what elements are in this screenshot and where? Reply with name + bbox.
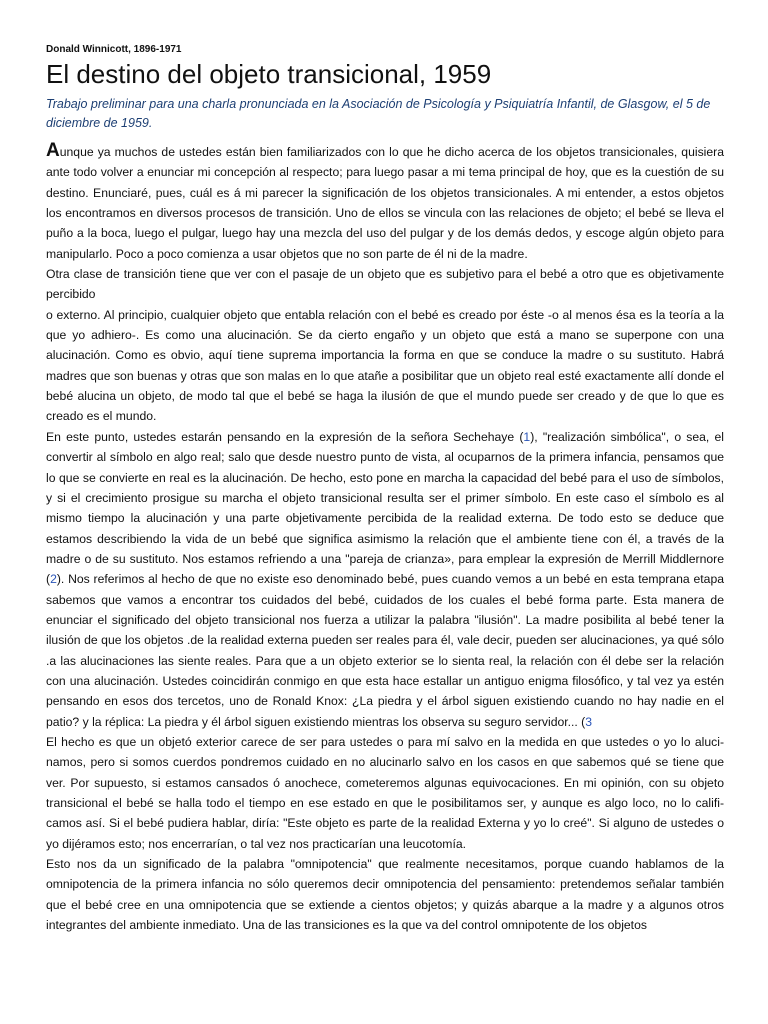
paragraph-text: En este punto, ustedes estarán pensando en la expresión de la señora Sechehaye ( [46,429,524,444]
paragraph: Esto nos da un significado de la palabra "omnipotencia" que realmente necesitamos, porque cuando hablamos de la omnipotencia de la primera infancia no sólo queremos decir omnipotencia del pensamiento: pretendemos señalar también que el bebé cree en una omnipotencia que se extiende a cientos objetos; y quizás abarque a la madre y a algunos otros integrantes del ambiente inmediato. Una de las transiciones es la que va del control omnipotente de los objetos [46,857,724,933]
paragraph-text: ), "realización simbólica", o sea, el convertir al símbolo en algo real; salo que desde nuestro punto de vista, al ocuparnos de la primera infancia, pensamos que lo que se convierte en real es la alucinación. De hecho, esto pone en marcha la capacidad del bebé para el uso de símbolos, y si el crecimiento prosigue su marcha el objeto transicional resulta ser el primer símbolo. En este caso el símbolo es al mismo tiempo la alucinación y una parte objetivamente percibida de la realidad externa. De todo esto se deduce que estamos describiendo la vida de un bebé que significa asimismo la relación que el ambiente tiene con él, a través de la madre o de su sustituto. Nos estamos refriendo a una "pareja de crianza», para emplear la expresión de Merrill Middlernore ( [46,429,724,587]
footnote-link-3[interactable]: 3 [585,714,593,729]
document-title: El destino del objeto transicional, 1959 [46,59,492,89]
paragraph: El hecho es que un objetó exterior carece de ser para ustedes o para mí salvo en la medida en que ustedes o yo lo alucinamos, pero si somos cuerdos pondremos cuidado en no alucinarlo salvo en los casos en que sabemos qué se tiene que ver. Por supuesto, si estamos cansados ó anochece, cometeremos algunas equivocaciones. En mi opinión, con su objeto transicional el bebé se halla todo el tiempo en ese estado en que le posibilitamos ser, y aunque es algo loco, no lo calificamos así. Si el bebé pudiera hablar, diría: "Este objeto es parte de la realidad Externa y yo lo creé". Si alguno de ustedes o yo dijéramos esto; nos encerrarían, o tal vez nos practicarían una leucotomía. [46,734,724,851]
document-subtitle: Trabajo preliminar para una charla pronunciada en la Asociación de Psicología y Psiquiatría Infantil, de Glasgow, el 5 de diciembre de 1959. [46,97,711,130]
paragraph [46,141,724,264]
paragraph-text: unque ya muchos de ustedes están bien familiarizados con lo que he dicho acerca de los objetos transicionales, quisiera ante todo volver a enunciar mi concepción al respecto; para luego pasar a mi tema principal de hoy, que es la cuestión de su destino. Enunciaré, pues, cuál es á mi parecer la significación de los objetos transicionales. A mi entender, a estos objetos los encontramos en diversos procesos de transición. Uno de ellos se vincula con las relaciones de objeto; el bebé se lleva el puño a la boca, luego el pulgar, luego hay una mezcla del uso del pulgar y de los demás dedos, y escoge algún objeto para manipularlo. Poco a poco comienza a usar objetos que no son parte de él ni de la madre. [46,145,724,261]
footnote-link-1[interactable]: 1 [523,429,531,444]
paragraph-text: ). Nos referimos al hecho de que no existe eso denominado bebé, pues cuando vemos a un bebé en esta temprana etapa sabemos que vamos a encontrar tos cuidados del bebé, cuidados de los cuales el bebé forma parte. Esta manera de enunciar el significado del objeto transicional nos fuerza a utilizar la palabra "ilusión". La madre posibilita al bebé tener la ilusión de que los objetos .de la realidad externa pueden ser reales para él, vale decir, pueden ser alucinaciones, ya qué sólo .a las alucinaciones las siente reales. Para que a un objeto exterior se lo sienta real, la relación con él debe ser la relación con una alucinación. Ustedes coincidirán conmigo en que esta hace estallar un antiguo enigma filosófico, y tal vez ya estén pensando en esos dos tercetos, uno de Ronald Knox: ¿La piedra y el árbol siguen existiendo cuando no hay nadie en el patio? y la réplica: La piedra y él árbol siguen existiendo mientras los observa su seguro servidor... ( [46,572,724,729]
paragraph: Otra clase de transición tiene que ver con el pasaje de un objeto que es subjetivo para el bebé a otro que es objetivamente percibido [46,267,724,302]
paragraph [46,427,724,732]
footnote-link-2[interactable]: 2 [50,572,57,587]
author-line: Donald Winnicott, 1896-1971 [46,44,182,55]
paragraph: o externo. Al principio, cualquier objeto que entabla relación con el bebé es creado por éste -o al menos ésa es la teoría a la que yo adhiero-. Es como una alucinación. Se da cierto engaño y un objeto que está a mano se superpone con una alucinación. Como es obvio, aquí tiene suprema importancia la forma en que se conduce la madre o su sustituto. Habrá madres que son buenas y otras que son malas en lo que atañe a posibilitar que un objeto real esté exactamente allí donde el bebé alucina un objeto, de modo tal que el bebé se haga la ilusión de que el mundo puede ser creado y de que lo que es creado es el mundo. [46,307,724,424]
drop-cap: A [46,140,60,161]
body-text [46,141,724,935]
